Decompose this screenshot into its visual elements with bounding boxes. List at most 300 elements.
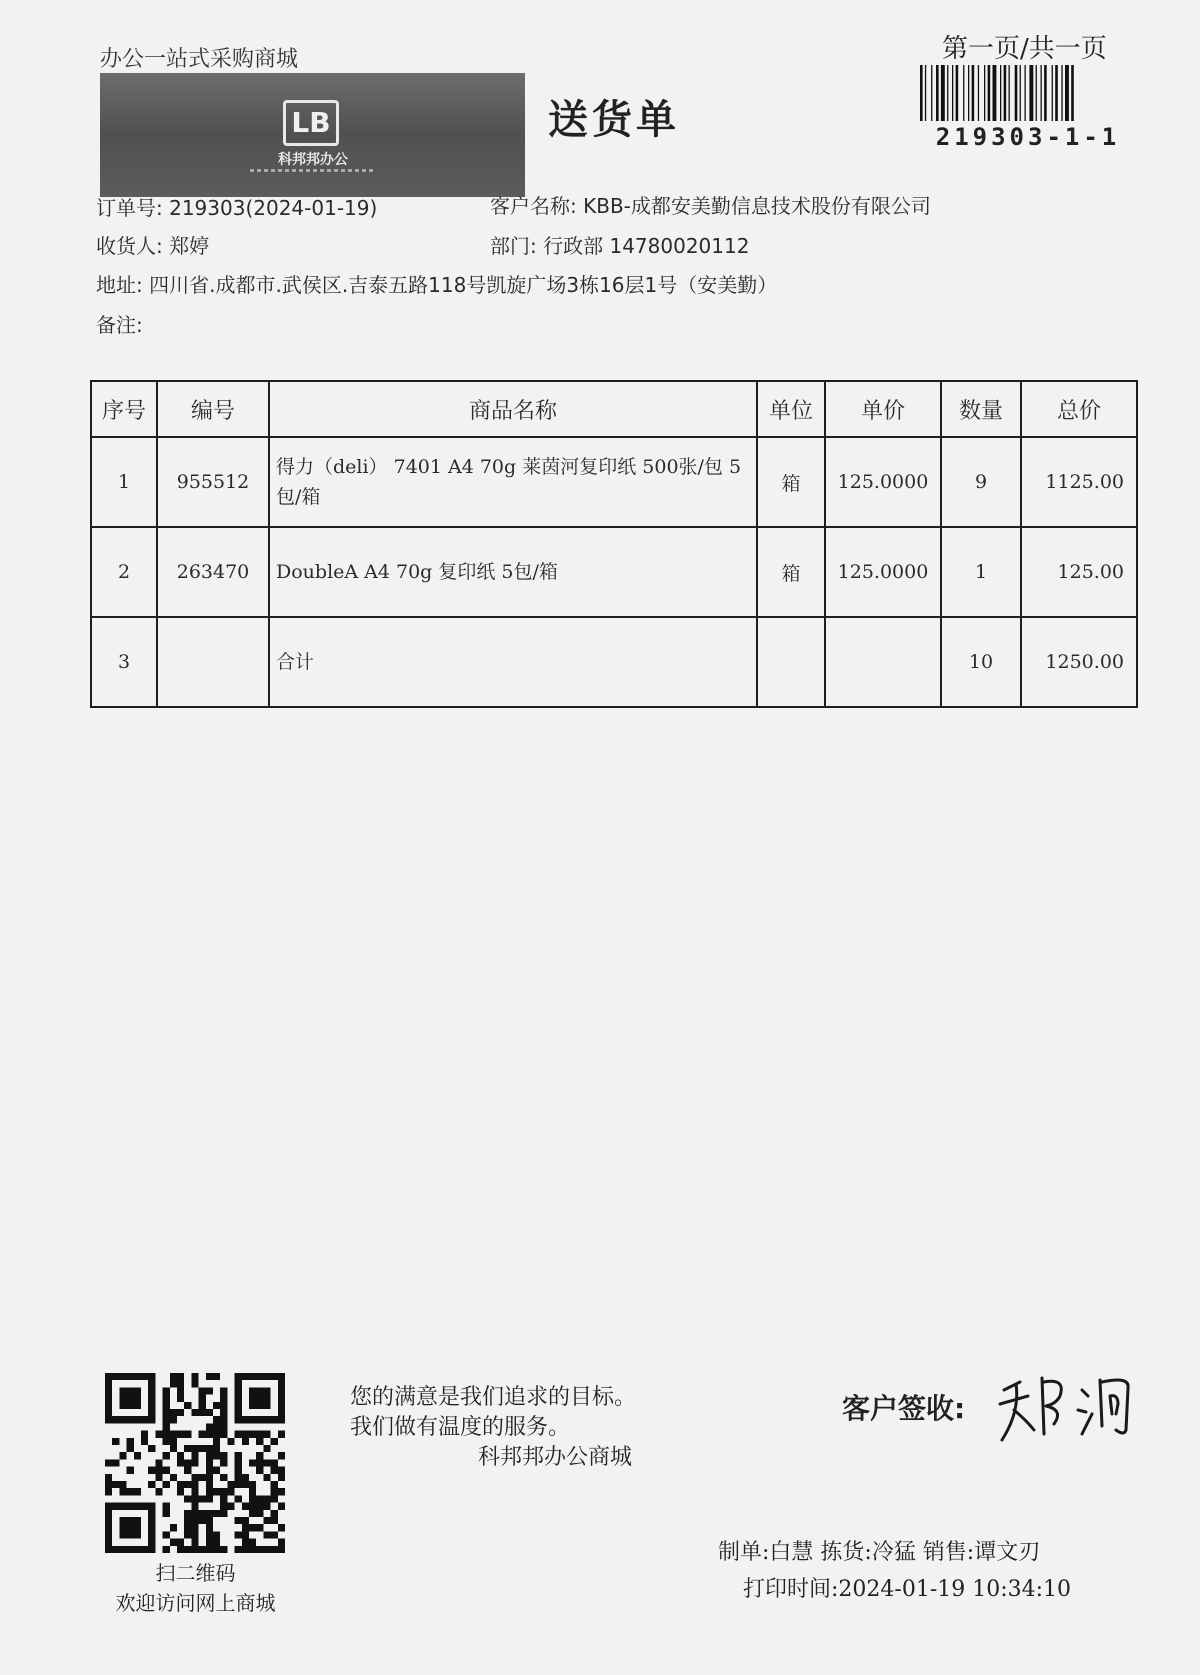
qr-module: [199, 1510, 206, 1517]
qr-module: [184, 1524, 191, 1531]
qr-module: [242, 1474, 249, 1481]
shop-name: 办公一站式采购商城: [100, 47, 299, 72]
barcode-bar: [931, 65, 932, 121]
qr-module: [206, 1445, 213, 1452]
qr-module: [105, 1395, 112, 1402]
qr-module: [119, 1546, 126, 1553]
qr-module: [249, 1416, 256, 1423]
qr-module: [278, 1387, 285, 1394]
barcode-bar: [968, 65, 969, 121]
qr-module: [206, 1467, 213, 1474]
barcode-bar: [1000, 65, 1001, 121]
qr-module: [134, 1452, 141, 1459]
qr-module: [263, 1402, 270, 1409]
qr-module: [242, 1373, 249, 1380]
qr-module: [227, 1481, 234, 1488]
qr-module: [242, 1431, 249, 1438]
print-time: 打印时间:2024-01-19 10:34:10: [743, 1577, 1072, 1602]
qr-module: [191, 1539, 198, 1546]
qr-module: [271, 1546, 278, 1553]
qr-module: [177, 1431, 184, 1438]
qr-module: [148, 1380, 155, 1387]
barcode-bar: [1004, 65, 1007, 121]
qr-module: [177, 1488, 184, 1495]
logo-underline: [250, 169, 376, 172]
cell-name: DoubleA A4 70g 复印纸 5包/箱: [269, 527, 757, 617]
department: [490, 230, 749, 259]
qr-module: [148, 1395, 155, 1402]
col-header-code: 编号: [157, 381, 269, 437]
qr-module: [148, 1402, 155, 1409]
barcode-bar: [1015, 65, 1018, 121]
qr-module: [213, 1416, 220, 1423]
qr-module: [256, 1467, 263, 1474]
qr-module: [271, 1467, 278, 1474]
qr-module: [220, 1510, 227, 1517]
company-logo: [100, 73, 525, 197]
qr-module: [112, 1373, 119, 1380]
cell-seq: 1: [91, 437, 157, 527]
qr-module: [271, 1531, 278, 1538]
qr-module: [242, 1539, 249, 1546]
qr-module: [263, 1431, 270, 1438]
table-row: [91, 437, 1137, 527]
qr-module: [271, 1459, 278, 1466]
qr-module: [105, 1539, 112, 1546]
qr-module: [184, 1531, 191, 1538]
qr-module: [148, 1373, 155, 1380]
cell-total: 1125.00: [1021, 437, 1137, 527]
barcode-bar: [972, 65, 975, 121]
qr-module: [141, 1431, 148, 1438]
qr-module: [220, 1387, 227, 1394]
qr-module: [213, 1510, 220, 1517]
qr-module: [148, 1387, 155, 1394]
qr-module: [242, 1524, 249, 1531]
qr-module: [163, 1431, 170, 1438]
qr-module: [271, 1517, 278, 1524]
receiver-label: 收货人:: [96, 234, 163, 258]
qr-module: [263, 1474, 270, 1481]
qr-module: [170, 1539, 177, 1546]
qr-module: [163, 1503, 170, 1510]
qr-module: [271, 1510, 278, 1517]
qr-module: [177, 1546, 184, 1553]
cell-name: 合计: [269, 617, 757, 707]
qr-module: [191, 1452, 198, 1459]
qr-module: [119, 1387, 126, 1394]
qr-module: [213, 1488, 220, 1495]
qr-module: [170, 1409, 177, 1416]
qr-module: [177, 1459, 184, 1466]
qr-module: [271, 1488, 278, 1495]
qr-module: [119, 1373, 126, 1380]
barcode-bar: [963, 65, 964, 121]
qr-module: [184, 1546, 191, 1553]
qr-module: [235, 1409, 242, 1416]
qr-module: [242, 1531, 249, 1538]
qr-module: [206, 1431, 213, 1438]
qr-module: [263, 1373, 270, 1380]
qr-module: [213, 1423, 220, 1430]
slogan-brand: 科邦邦办公商城: [478, 1445, 633, 1470]
qr-module: [199, 1495, 206, 1502]
qr-module: [127, 1438, 134, 1445]
qr-module: [170, 1438, 177, 1445]
page-indicator: 第一页/共一页: [942, 34, 1107, 64]
qr-module: [256, 1459, 263, 1466]
qr-module: [119, 1416, 126, 1423]
qr-module: [263, 1517, 270, 1524]
qr-module: [112, 1459, 119, 1466]
qr-module: [177, 1373, 184, 1380]
qr-module: [263, 1503, 270, 1510]
qr-module: [220, 1495, 227, 1502]
address-label: 地址:: [96, 273, 143, 297]
barcode-bar: [1029, 65, 1033, 121]
qr-module: [177, 1395, 184, 1402]
qr-module: [249, 1459, 256, 1466]
qr-module: [155, 1467, 162, 1474]
remark-label: 备注:: [96, 313, 143, 337]
qr-module: [170, 1380, 177, 1387]
qr-module: [278, 1546, 285, 1553]
items-table: [90, 380, 1138, 708]
table-header-row: [91, 381, 1137, 437]
qr-module: [163, 1481, 170, 1488]
qr-module: [134, 1531, 141, 1538]
qr-module: [127, 1524, 134, 1531]
qr-module: [119, 1481, 126, 1488]
qr-module: [191, 1503, 198, 1510]
qr-module: [184, 1467, 191, 1474]
qr-module: [220, 1488, 227, 1495]
qr-module: [242, 1517, 249, 1524]
qr-module: [148, 1510, 155, 1517]
customer-name: [490, 190, 931, 219]
qr-module: [256, 1438, 263, 1445]
cell-qty: 9: [941, 437, 1021, 527]
qr-module: [235, 1517, 242, 1524]
qr-module: [213, 1438, 220, 1445]
qr-module: [263, 1445, 270, 1452]
qr-module: [235, 1402, 242, 1409]
qr-module: [213, 1431, 220, 1438]
qr-module: [278, 1488, 285, 1495]
barcode-bar: [956, 65, 959, 121]
slogan-line1: 您的满意是我们追求的目标。: [350, 1385, 637, 1410]
qr-module: [242, 1438, 249, 1445]
qr-module: [278, 1503, 285, 1510]
qr-caption-line2: 欢迎访问网上商城: [115, 1591, 276, 1615]
qr-module: [177, 1409, 184, 1416]
qr-module: [235, 1452, 242, 1459]
qr-module: [242, 1503, 249, 1510]
qr-module: [191, 1488, 198, 1495]
qr-module: [127, 1387, 134, 1394]
qr-module: [134, 1395, 141, 1402]
qr-module: [163, 1423, 170, 1430]
qr-module: [227, 1488, 234, 1495]
cell-unit: 箱: [757, 527, 825, 617]
qr-module: [206, 1459, 213, 1466]
qr-module: [148, 1445, 155, 1452]
qr-module: [278, 1373, 285, 1380]
qr-module: [278, 1452, 285, 1459]
qr-module: [278, 1474, 285, 1481]
qr-module: [263, 1387, 270, 1394]
qr-module: [141, 1503, 148, 1510]
qr-module: [148, 1546, 155, 1553]
qr-module: [191, 1524, 198, 1531]
qr-module: [249, 1402, 256, 1409]
qr-module: [199, 1387, 206, 1394]
qr-module: [163, 1387, 170, 1394]
qr-module: [105, 1416, 112, 1423]
qr-module: [213, 1373, 220, 1380]
qr-module: [105, 1488, 112, 1495]
qr-module: [148, 1531, 155, 1538]
qr-module: [191, 1380, 198, 1387]
qr-module: [249, 1510, 256, 1517]
qr-module: [184, 1431, 191, 1438]
qr-module: [235, 1387, 242, 1394]
cell-unit: [757, 617, 825, 707]
barcode-bar: [1025, 65, 1026, 121]
qr-module: [242, 1546, 249, 1553]
barcode-bar: [947, 65, 948, 121]
qr-module: [170, 1416, 177, 1423]
qr-module: [220, 1474, 227, 1481]
cell-code: 263470: [157, 527, 269, 617]
qr-module: [271, 1416, 278, 1423]
qr-module: [220, 1423, 227, 1430]
barcode-bar: [1009, 65, 1010, 121]
qr-module: [163, 1546, 170, 1553]
barcode-bar: [1071, 65, 1074, 121]
qr-module: [263, 1395, 270, 1402]
qr-module: [242, 1481, 249, 1488]
qr-module: [206, 1387, 213, 1394]
qr-module: [105, 1481, 112, 1488]
qr-module: [235, 1373, 242, 1380]
qr-module: [256, 1510, 263, 1517]
qr-module: [256, 1503, 263, 1510]
qr-module: [105, 1510, 112, 1517]
cell-name: 得力（deli） 7401 A4 70g 莱茵河复印纸 500张/包 5包/箱: [269, 437, 757, 527]
qr-module: [278, 1524, 285, 1531]
barcode-bar: [1055, 65, 1058, 121]
qr-module: [105, 1546, 112, 1553]
qr-module: [163, 1416, 170, 1423]
qr-module: [105, 1387, 112, 1394]
qr-module: [163, 1402, 170, 1409]
qr-module: [220, 1402, 227, 1409]
qr-module: [278, 1431, 285, 1438]
barcode-bar: [936, 65, 939, 121]
qr-module: [155, 1488, 162, 1495]
qr-module: [271, 1481, 278, 1488]
qr-module: [191, 1517, 198, 1524]
qr-module: [184, 1402, 191, 1409]
customer-name-label: 客户名称:: [490, 194, 577, 218]
barcode-bar: [1020, 65, 1021, 121]
qr-module: [206, 1517, 213, 1524]
qr-module: [263, 1531, 270, 1538]
qr-module: [242, 1416, 249, 1423]
qr-module: [256, 1524, 263, 1531]
remark: [96, 309, 143, 338]
qr-module: [206, 1524, 213, 1531]
qr-module: [249, 1539, 256, 1546]
qr-module: [199, 1546, 206, 1553]
qr-module: [256, 1546, 263, 1553]
qr-module: [119, 1488, 126, 1495]
qr-module: [177, 1539, 184, 1546]
table-row: [91, 527, 1137, 617]
qr-module: [163, 1452, 170, 1459]
cell-seq: 2: [91, 527, 157, 617]
order-number: [96, 192, 377, 221]
qr-module: [249, 1395, 256, 1402]
qr-module: [199, 1474, 206, 1481]
barcode-icon: [920, 65, 1132, 121]
receiver-value: 郑婷: [169, 234, 210, 258]
customer-name-value: KBB-成都安美勤信息技术股份有限公司: [583, 194, 931, 218]
qr-module: [141, 1416, 148, 1423]
qr-module: [249, 1546, 256, 1553]
qr-module: [213, 1467, 220, 1474]
qr-module: [256, 1387, 263, 1394]
qr-module: [278, 1467, 285, 1474]
qr-module: [227, 1503, 234, 1510]
qr-module: [199, 1402, 206, 1409]
qr-module: [148, 1481, 155, 1488]
cell-unit: 箱: [757, 437, 825, 527]
qr-module: [177, 1380, 184, 1387]
barcode-bar: [1036, 65, 1037, 121]
qr-module: [263, 1416, 270, 1423]
qr-module: [112, 1503, 119, 1510]
qr-module: [220, 1431, 227, 1438]
department-value: 行政部 14780020112: [543, 234, 750, 258]
qr-module: [235, 1431, 242, 1438]
cell-seq: 3: [91, 617, 157, 707]
qr-module: [105, 1402, 112, 1409]
qr-module: [256, 1402, 263, 1409]
qr-module: [134, 1517, 141, 1524]
cell-total: 1250.00: [1021, 617, 1137, 707]
qr-module: [170, 1445, 177, 1452]
col-header-qty: 数量: [941, 381, 1021, 437]
qr-caption-line1: 扫二维码: [155, 1561, 236, 1585]
barcode-bar: [1065, 65, 1069, 121]
cell-price: 125.0000: [825, 527, 941, 617]
qr-module: [127, 1531, 134, 1538]
qr-module: [119, 1517, 126, 1524]
qr-module: [235, 1531, 242, 1538]
qr-module: [184, 1517, 191, 1524]
qr-module: [235, 1467, 242, 1474]
qr-module: [206, 1531, 213, 1538]
barcode-bar: [1044, 65, 1047, 121]
qr-module: [127, 1445, 134, 1452]
qr-module: [127, 1517, 134, 1524]
qr-module: [220, 1416, 227, 1423]
qr-module: [256, 1495, 263, 1502]
qr-module: [119, 1524, 126, 1531]
qr-module: [163, 1510, 170, 1517]
qr-module: [263, 1459, 270, 1466]
qr-module: [235, 1380, 242, 1387]
qr-module: [206, 1539, 213, 1546]
qr-module: [148, 1517, 155, 1524]
qr-module: [105, 1380, 112, 1387]
qr-module: [127, 1395, 134, 1402]
qr-module: [199, 1517, 206, 1524]
qr-module: [278, 1409, 285, 1416]
barcode-bar: [920, 65, 923, 121]
cell-code: 955512: [157, 437, 269, 527]
qr-module: [105, 1503, 112, 1510]
table-row-total: [91, 617, 1137, 707]
qr-module: [271, 1438, 278, 1445]
qr-module: [177, 1452, 184, 1459]
qr-module: [148, 1539, 155, 1546]
qr-module: [163, 1438, 170, 1445]
qr-module: [227, 1438, 234, 1445]
qr-module: [105, 1373, 112, 1380]
qr-module: [141, 1373, 148, 1380]
barcode-bar: [941, 65, 945, 121]
qr-module: [213, 1452, 220, 1459]
qr-module: [206, 1423, 213, 1430]
qr-module: [184, 1459, 191, 1466]
qr-module: [249, 1387, 256, 1394]
cell-total: 125.00: [1021, 527, 1137, 617]
qr-module: [134, 1503, 141, 1510]
qr-module: [127, 1503, 134, 1510]
qr-module: [235, 1546, 242, 1553]
qr-module: [148, 1409, 155, 1416]
slogan: [350, 1383, 636, 1473]
qr-module: [220, 1409, 227, 1416]
qr-module: [278, 1416, 285, 1423]
qr-module: [134, 1402, 141, 1409]
qr-module: [112, 1416, 119, 1423]
document-title: 送货单: [548, 96, 680, 143]
qr-module: [112, 1438, 119, 1445]
qr-module: [256, 1452, 263, 1459]
qr-module: [206, 1452, 213, 1459]
qr-module: [119, 1402, 126, 1409]
qr-module: [148, 1467, 155, 1474]
qr-module: [119, 1503, 126, 1510]
cell-qty: 1: [941, 527, 1021, 617]
qr-module: [235, 1395, 242, 1402]
barcode-bar: [988, 65, 991, 121]
qr-module: [256, 1373, 263, 1380]
qr-module: [206, 1546, 213, 1553]
slogan-line2: 我们做有温度的服务。: [350, 1415, 571, 1440]
staff-info: 制单:白慧 拣货:冷猛 销售:谭文刃: [718, 1540, 1041, 1565]
qr-module: [127, 1546, 134, 1553]
handwritten-signature: [990, 1360, 1150, 1450]
qr-module: [206, 1488, 213, 1495]
qr-module: [213, 1402, 220, 1409]
qr-module: [105, 1524, 112, 1531]
qr-module: [278, 1395, 285, 1402]
